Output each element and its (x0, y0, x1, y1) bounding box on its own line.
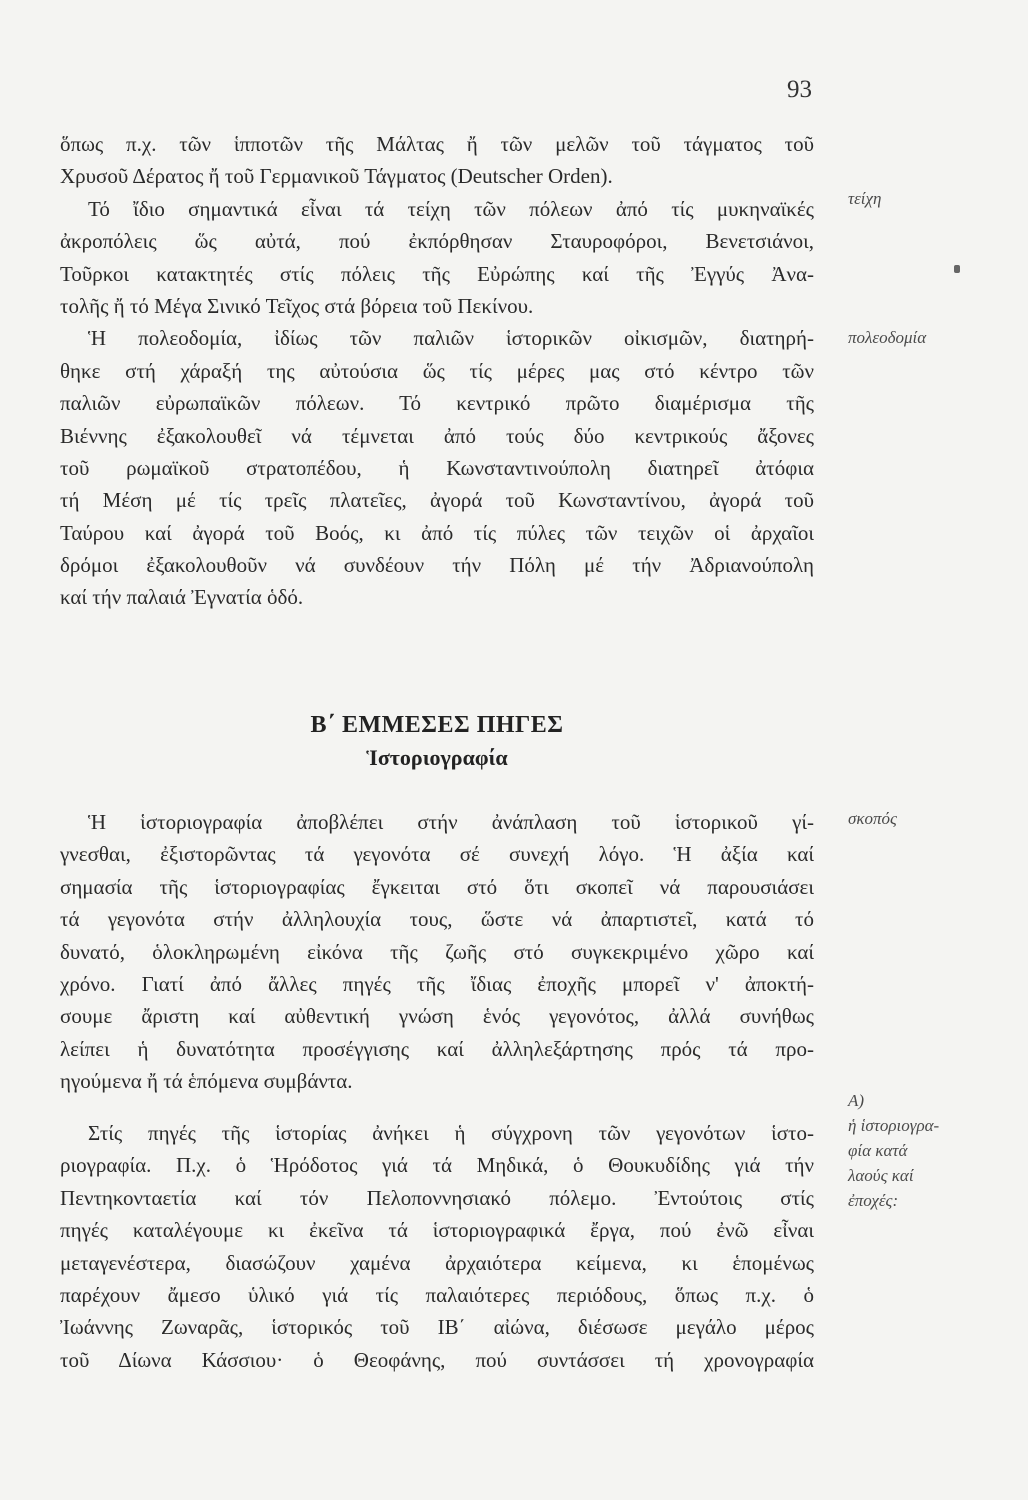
text-line: δυνατό, ὁλοκληρωμένη εἰκόνα τῆς ζωῆς στό συγκεκριμένο χῶρο καί (60, 939, 814, 964)
text-line: θηκε στή χάραξή της αὐτούσια ὥς τίς μέρες μας στό κέντρο τῶν (60, 358, 814, 383)
text-line: λείπει ἡ δυνατότητα προσέγγισης καί ἀλληλεξάρτησης πρός τά προ- (60, 1036, 814, 1061)
ink-spot (954, 265, 960, 273)
text-line: γνεσθαι, ἐξιστορῶντας τά γεγονότα σέ συνεχή λόγο. Ἡ ἀξία καί (60, 842, 814, 867)
page-number: 93 (787, 76, 812, 103)
text-line: Πεντηκονταετία καί τόν Πελοποννησιακό πόλεμο. Ἐντούτοις στίς (60, 1185, 814, 1210)
section-subtitle: Ἱστοριογραφία (366, 745, 508, 770)
paragraph-1 (60, 128, 814, 614)
text-line: πηγές καταλέγουμε κι ἐκεῖνα τά ἱστοριογραφικά ἔργα, πού ἐνῶ εἶναι (60, 1218, 814, 1243)
paragraph-3 (60, 1117, 814, 1376)
text-line: παρέχουν ἄμεσο ὑλικό γιά τίς παλαιότερες περιόδους, ὅπως π.χ. ὁ (60, 1282, 814, 1307)
text-line: δρόμοι ἐξακολουθοῦν νά συνδέουν τήν Πόλη μέ τήν Ἀδριανούπολη (60, 553, 814, 578)
paragraph-2 (60, 806, 814, 1098)
section-title: Β΄ ΕΜΜΕΣΕΣ ΠΗΓΕΣ (310, 712, 564, 738)
text-line: Ἡ ἱστοριογραφία ἀποβλέπει στήν ἀνάπλαση τοῦ ἱστορικοῦ γί- (88, 810, 814, 834)
text-line: Στίς πηγές τῆς ἱστορίας ἀνήκει ἡ σύγχρονη τῶν γεγονότων ἱστο- (88, 1121, 814, 1145)
text-line: ἀκροπόλεις ὥς αὐτά, πού ἐκπόρθησαν Σταυροφόροι, Βενετσιάνοι, (60, 229, 814, 254)
text-line: χρόνο. Γιατί ἀπό ἄλλες πηγές τῆς ἴδιας ἐποχῆς μπορεῖ ν' ἀποκτή- (60, 971, 814, 996)
text-line: Ταύρου καί ἀγορά τοῦ Βοός, κι ἀπό τίς πύλες τῶν τειχῶν οἱ ἀρχαῖοι (60, 520, 814, 545)
text-line: ὅπως π.χ. τῶν ἱπποτῶν τῆς Μάλτας ἤ τῶν μελῶν τοῦ τάγματος τοῦ (60, 132, 814, 156)
text-line: μεταγενέστερα, διασώζουν χαμένα ἀρχαιότερα κείμενα, κι ἑπομένως (60, 1250, 814, 1275)
text-line: Τό ἴδιο σημαντικά εἶναι τά τείχη τῶν πόλεων ἀπό τίς μυκηναϊκές (88, 196, 814, 221)
margin-note-poleodomia: πολεοδομία (848, 328, 927, 347)
margin-note-teichi: τείχη (848, 189, 882, 208)
margin-note-a-line: φία κατά (848, 1141, 908, 1160)
margin-note-a-line: ἡ ἱστοριογρα- (848, 1116, 940, 1135)
text-line: Ἡ πολεοδομία, ἰδίως τῶν παλιῶν ἱστορικῶν οἰκισμῶν, διατηρή- (88, 326, 814, 351)
text-line: παλιῶν εὐρωπαϊκῶν πόλεων. Τό κεντρικό πρῶτο διαμέρισμα τῆς (60, 391, 814, 416)
text-line: τοῦ ρωμαϊκοῦ στρατοπέδου, ἡ Κωνσταντινούπολη διατηρεῖ ἀτόφια (60, 455, 814, 480)
margin-note-a-line: λαούς καί (848, 1166, 914, 1185)
text-line: τή Μέση μέ τίς τρεῖς πλατεῖες, ἀγορά τοῦ Κωνσταντίνου, ἀγορά τοῦ (60, 488, 814, 513)
text-line: Βιέννης ἐξακολουθεῖ νά τέμνεται ἀπό τούς δύο κεντρικούς ἄξονες (60, 423, 814, 448)
text-line: Τοῦρκοι κατακτητές στίς πόλεις τῆς Εὐρώπης καί τῆς Ἐγγύς Ἀνα- (60, 261, 814, 286)
margin-note-skopos: σκοπός (848, 809, 897, 828)
text-line: σημασία τῆς ἱστοριογραφίας ἔγκειται στό ὅτι σκοπεῖ νά παρουσιάσει (60, 874, 814, 899)
text-line: σουμε ἄριστη καί αὐθεντική γνώση ἑνός γεγονότος, ἀλλά συνήθως (60, 1004, 814, 1029)
text-line: Χρυσοῦ Δέρατος ἤ τοῦ Γερμανικοῦ Τάγματος (Deutscher Orden). (60, 164, 613, 189)
text-line: τά γεγονότα στήν ἀλληλουχία τους, ὥστε νά ἀπαρτιστεῖ, κατά τό (60, 907, 814, 932)
margin-note-a-line: ἐποχές: (848, 1191, 899, 1210)
text-line: καί τήν παλαιά Ἐγνατία ὁδό. (60, 585, 304, 610)
text-line: τολῆς ἤ τό Μέγα Σινικό Τεῖχος στά βόρεια τοῦ Πεκίνου. (60, 293, 534, 318)
text-line: Ἰωάννης Ζωναρᾶς, ἱστορικός τοῦ ΙΒ΄ αἰώνα, διέσωσε μεγάλο μέρος (60, 1315, 814, 1340)
margin-note-a (848, 1088, 988, 1213)
margin-note-a-label: Α) (848, 1091, 865, 1110)
text-line: τοῦ Δίωνα Κάσσιου· ὁ Θεοφάνης, πού συντάσσει τή χρονογραφία (60, 1347, 814, 1372)
text-line: ριογραφία. Π.χ. ὁ Ἡρόδοτος γιά τά Μηδικά, ὁ Θουκυδίδης γιά τήν (60, 1153, 814, 1178)
text-line: ηγούμενα ἤ τά ἑπόμενα συμβάντα. (60, 1069, 353, 1094)
